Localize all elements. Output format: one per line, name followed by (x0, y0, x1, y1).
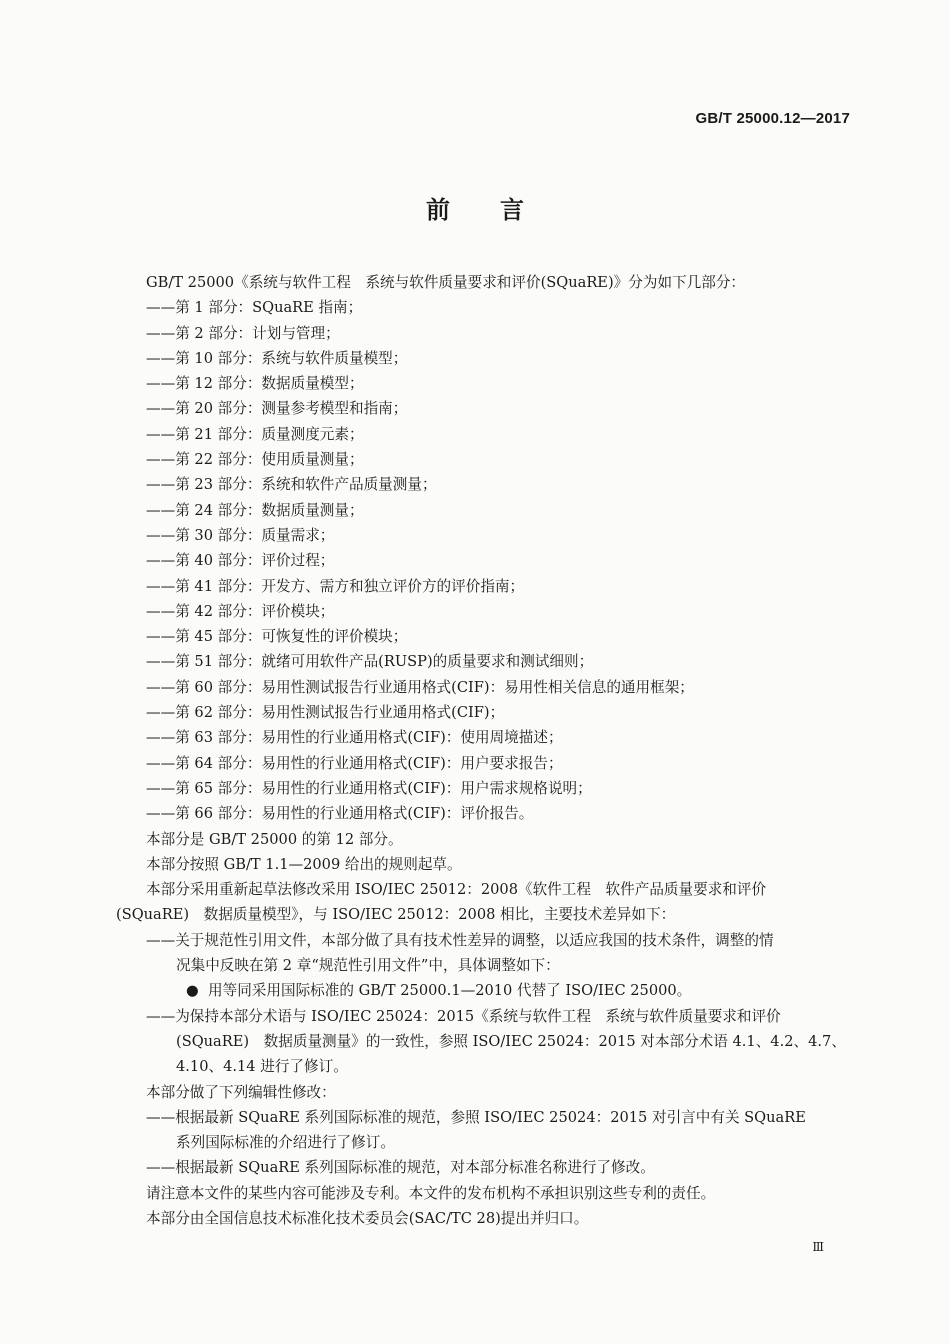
parts-list (116, 295, 856, 826)
list-item: ——第 30 部分：质量需求； (146, 526, 335, 544)
intro-paragraph: GB/T 25000《系统与软件工程 系统与软件质量要求和评价(SQuaRE)》分为如下几部分： (146, 274, 746, 291)
difference-item-2-line3: 4.10、4.14 进行了修订。 (176, 1058, 348, 1076)
editorial-item-1-line2: 系列国际标准的介绍进行了修订。 (176, 1134, 395, 1152)
difference-item-1-line1: ——关于规范性引用文件，本部分做了具有技术性差异的调整，以适应我国的技术条件，调整的情 (146, 931, 774, 949)
difference-item-2-line1: ——为保持本部分术语与 ISO/IEC 25024：2015《系统与软件工程 系统与软件质量要求和评价 (146, 1007, 781, 1025)
difference-item-2-line2: (SQuaRE) 数据质量测量》的一致性，参照 ISO/IEC 25024：2015 对本部分术语 4.1、4.2、4.7、 (176, 1032, 846, 1050)
list-item: ——第 12 部分：数据质量模型； (146, 375, 364, 393)
editorial-item-1-line1: ——根据最新 SQuaRE 系列国际标准的规范，参照 ISO/IEC 25024：2015 对引言中有关 SQuaRE (146, 1108, 806, 1126)
adoption-paragraph-line2: (SQuaRE) 数据质量模型》，与 ISO/IEC 25012：2008 相比，主要技术差异如下： (116, 906, 676, 924)
list-item: ——第 66 部分：易用性的行业通用格式(CIF)：评价报告。 (146, 805, 534, 823)
list-item: ——第 10 部分：系统与软件质量模型； (146, 349, 408, 367)
list-item: ——第 2 部分：计划与管理； (146, 324, 340, 342)
editorial-item-2: ——根据最新 SQuaRE 系列国际标准的规范，对本部分标准名称进行了修改。 (146, 1159, 655, 1177)
list-item: ——第 64 部分：易用性的行业通用格式(CIF)：用户要求报告； (146, 754, 563, 772)
list-item: ——第 20 部分：测量参考模型和指南； (146, 400, 408, 418)
list-item: ——第 62 部分：易用性测试报告行业通用格式(CIF)； (146, 704, 505, 722)
foreword-body (116, 270, 856, 1231)
list-item: ——第 21 部分：质量测度元素； (146, 425, 364, 443)
patent-paragraph: 请注意本文件的某些内容可能涉及专利。本文件的发布机构不承担识别这些专利的责任。 (146, 1184, 716, 1202)
list-item: ——第 60 部分：易用性测试报告行业通用格式(CIF)：易用性相关信息的通用框架； (146, 678, 694, 696)
bullet-dot-icon: ● (186, 982, 199, 1000)
list-item: ——第 23 部分：系统和软件产品质量测量； (146, 476, 437, 494)
list-item: ——第 40 部分：评价过程； (146, 552, 335, 570)
editorial-paragraph: 本部分做了下列编辑性修改： (146, 1083, 336, 1101)
list-item: ——第 42 部分：评价模块； (146, 602, 335, 620)
adoption-paragraph-line1: 本部分采用重新起草法修改采用 ISO/IEC 25012：2008《软件工程 软件产品质量要求和评价 (146, 881, 767, 899)
part-of-paragraph: 本部分是 GB/T 25000 的第 12 部分。 (146, 830, 403, 848)
standard-number: GB/T 25000.12—2017 (695, 110, 850, 127)
list-item: ——第 45 部分：可恢复性的评价模块； (146, 628, 408, 646)
list-item: ——第 24 部分：数据质量测量； (146, 501, 364, 519)
list-item: ——第 22 部分：使用质量测量； (146, 451, 364, 469)
page-title: 前言 (426, 196, 574, 224)
list-item: ——第 63 部分：易用性的行业通用格式(CIF)：使用周境描述； (146, 729, 563, 747)
difference-item-1-line2: 况集中反映在第 2 章“规范性引用文件”中，具体调整如下： (176, 957, 560, 975)
bullet-text: 用等同采用国际标准的 GB/T 25000.1—2010 代替了 ISO/IEC 25000。 (208, 982, 692, 1000)
drafting-paragraph: 本部分按照 GB/T 1.1—2009 给出的规则起草。 (146, 855, 462, 873)
proposed-paragraph: 本部分由全国信息技术标准化技术委员会(SAC/TC 28)提出并归口。 (146, 1209, 589, 1227)
list-item: ——第 41 部分：开发方、需方和独立评价方的评价指南； (146, 577, 525, 595)
list-item: ——第 1 部分：SQuaRE 指南； (146, 299, 363, 317)
page-number: Ⅲ (812, 1240, 824, 1254)
list-item: ——第 65 部分：易用性的行业通用格式(CIF)：用户需求规格说明； (146, 779, 592, 797)
list-item: ——第 51 部分：就绪可用软件产品(RUSP)的质量要求和测试细则； (146, 653, 594, 671)
bullet-item (116, 978, 856, 1003)
